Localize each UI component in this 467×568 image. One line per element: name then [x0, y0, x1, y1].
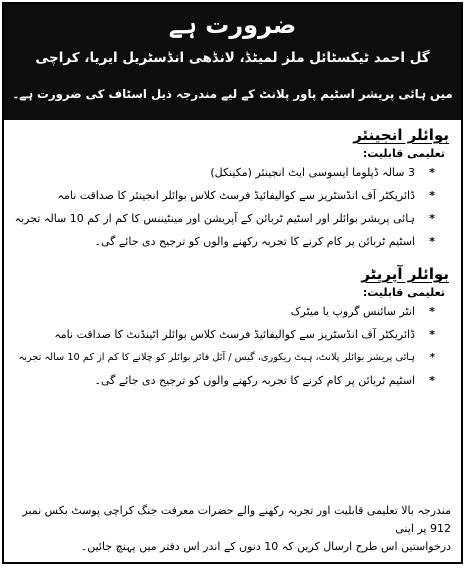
section-boiler-engineer	[12, 124, 449, 250]
bullet-icon: *	[429, 352, 435, 363]
bullet-icon: *	[429, 212, 435, 225]
requirement-line: میں ہائی پریشر اسٹیم پاور پلانٹ کے لیے مندرجہ ذیل اسٹاف کی ضرورت ہے۔	[12, 87, 453, 101]
bullet-icon: *	[429, 166, 435, 179]
qualification-label: تعلیمی قابلیت:	[362, 147, 445, 160]
list-item: * ہائی پریشر بوائلر اور اسٹیم ٹربائن کے آپریشن اور مینٹیننس کا کم از کم 10 سالہ تجربہ	[14, 212, 435, 225]
ad-body	[4, 124, 461, 562]
bullet-icon: *	[429, 374, 435, 387]
list-item: * اسٹیم ٹربائن پر کام کرنے کا تجربہ رکھنے والوں کو ترجیح دی جائے گی۔	[94, 374, 435, 387]
bullet-icon: *	[429, 328, 435, 341]
list-item: * ہائی پریشر بوائلر پلانٹ، ہیٹ ریکوری، گیس / آئل فائر بوائلر کو چلانے کا کم از کم 10 سالہ تجربہ	[12, 350, 449, 366]
section-title: بوائلر آپریٹر	[361, 265, 449, 283]
qualification-label: تعلیمی قابلیت:	[362, 286, 445, 299]
list-item: * اسٹیم ٹربائن پر کام کرنے کا تجربہ رکھنے والوں کو ترجیح دی جائے گی۔	[94, 235, 435, 248]
requirement-list	[12, 304, 449, 389]
list-item: * ڈائریکٹر آف انڈسٹریز سے کوالیفائیڈ فرسٹ کلاس بوائلر انجینئر کا صداقت نامہ	[57, 189, 435, 202]
section-boiler-operator	[12, 263, 449, 389]
list-item: * 3 سالہ ڈپلوما ایسوسی ایٹ انجینئر (مکینکل)	[210, 166, 435, 179]
job-advertisement	[2, 2, 463, 564]
company-line: گل احمد ٹیکسٹائل ملز لمیٹڈ، لانڈھی انڈسٹریل ایریا، کراچی	[35, 50, 430, 66]
ad-title: ضرورت ہے	[168, 11, 297, 39]
list-item: * ڈائریکٹر آف انڈسٹریز سے کوالیفائیڈ فرسٹ کلاس بوائلر اٹینڈنٹ کا صداقت نامہ	[54, 328, 435, 341]
ad-header	[4, 4, 461, 120]
footer-line: درخواستیں اس طرح ارسال کریں کہ 10 دنوں کے اندر اس دفتر میں پہنچ جائیں۔	[80, 540, 451, 553]
footer-line: مندرجہ بالا تعلیمی قابلیت اور تجربہ رکھنے والے حضرات معرفت جنگ کراچی پوسٹ بکس نمبر 912 پر اپنی	[22, 504, 451, 535]
list-item: * انٹر سائنس گروپ یا میٹرک	[290, 305, 435, 318]
section-title: بوائلر انجینئر	[353, 126, 449, 144]
bullet-icon: *	[429, 189, 435, 202]
application-instructions	[14, 502, 451, 556]
requirement-list	[12, 165, 449, 250]
bullet-icon: *	[429, 235, 435, 248]
bullet-icon: *	[429, 305, 435, 318]
